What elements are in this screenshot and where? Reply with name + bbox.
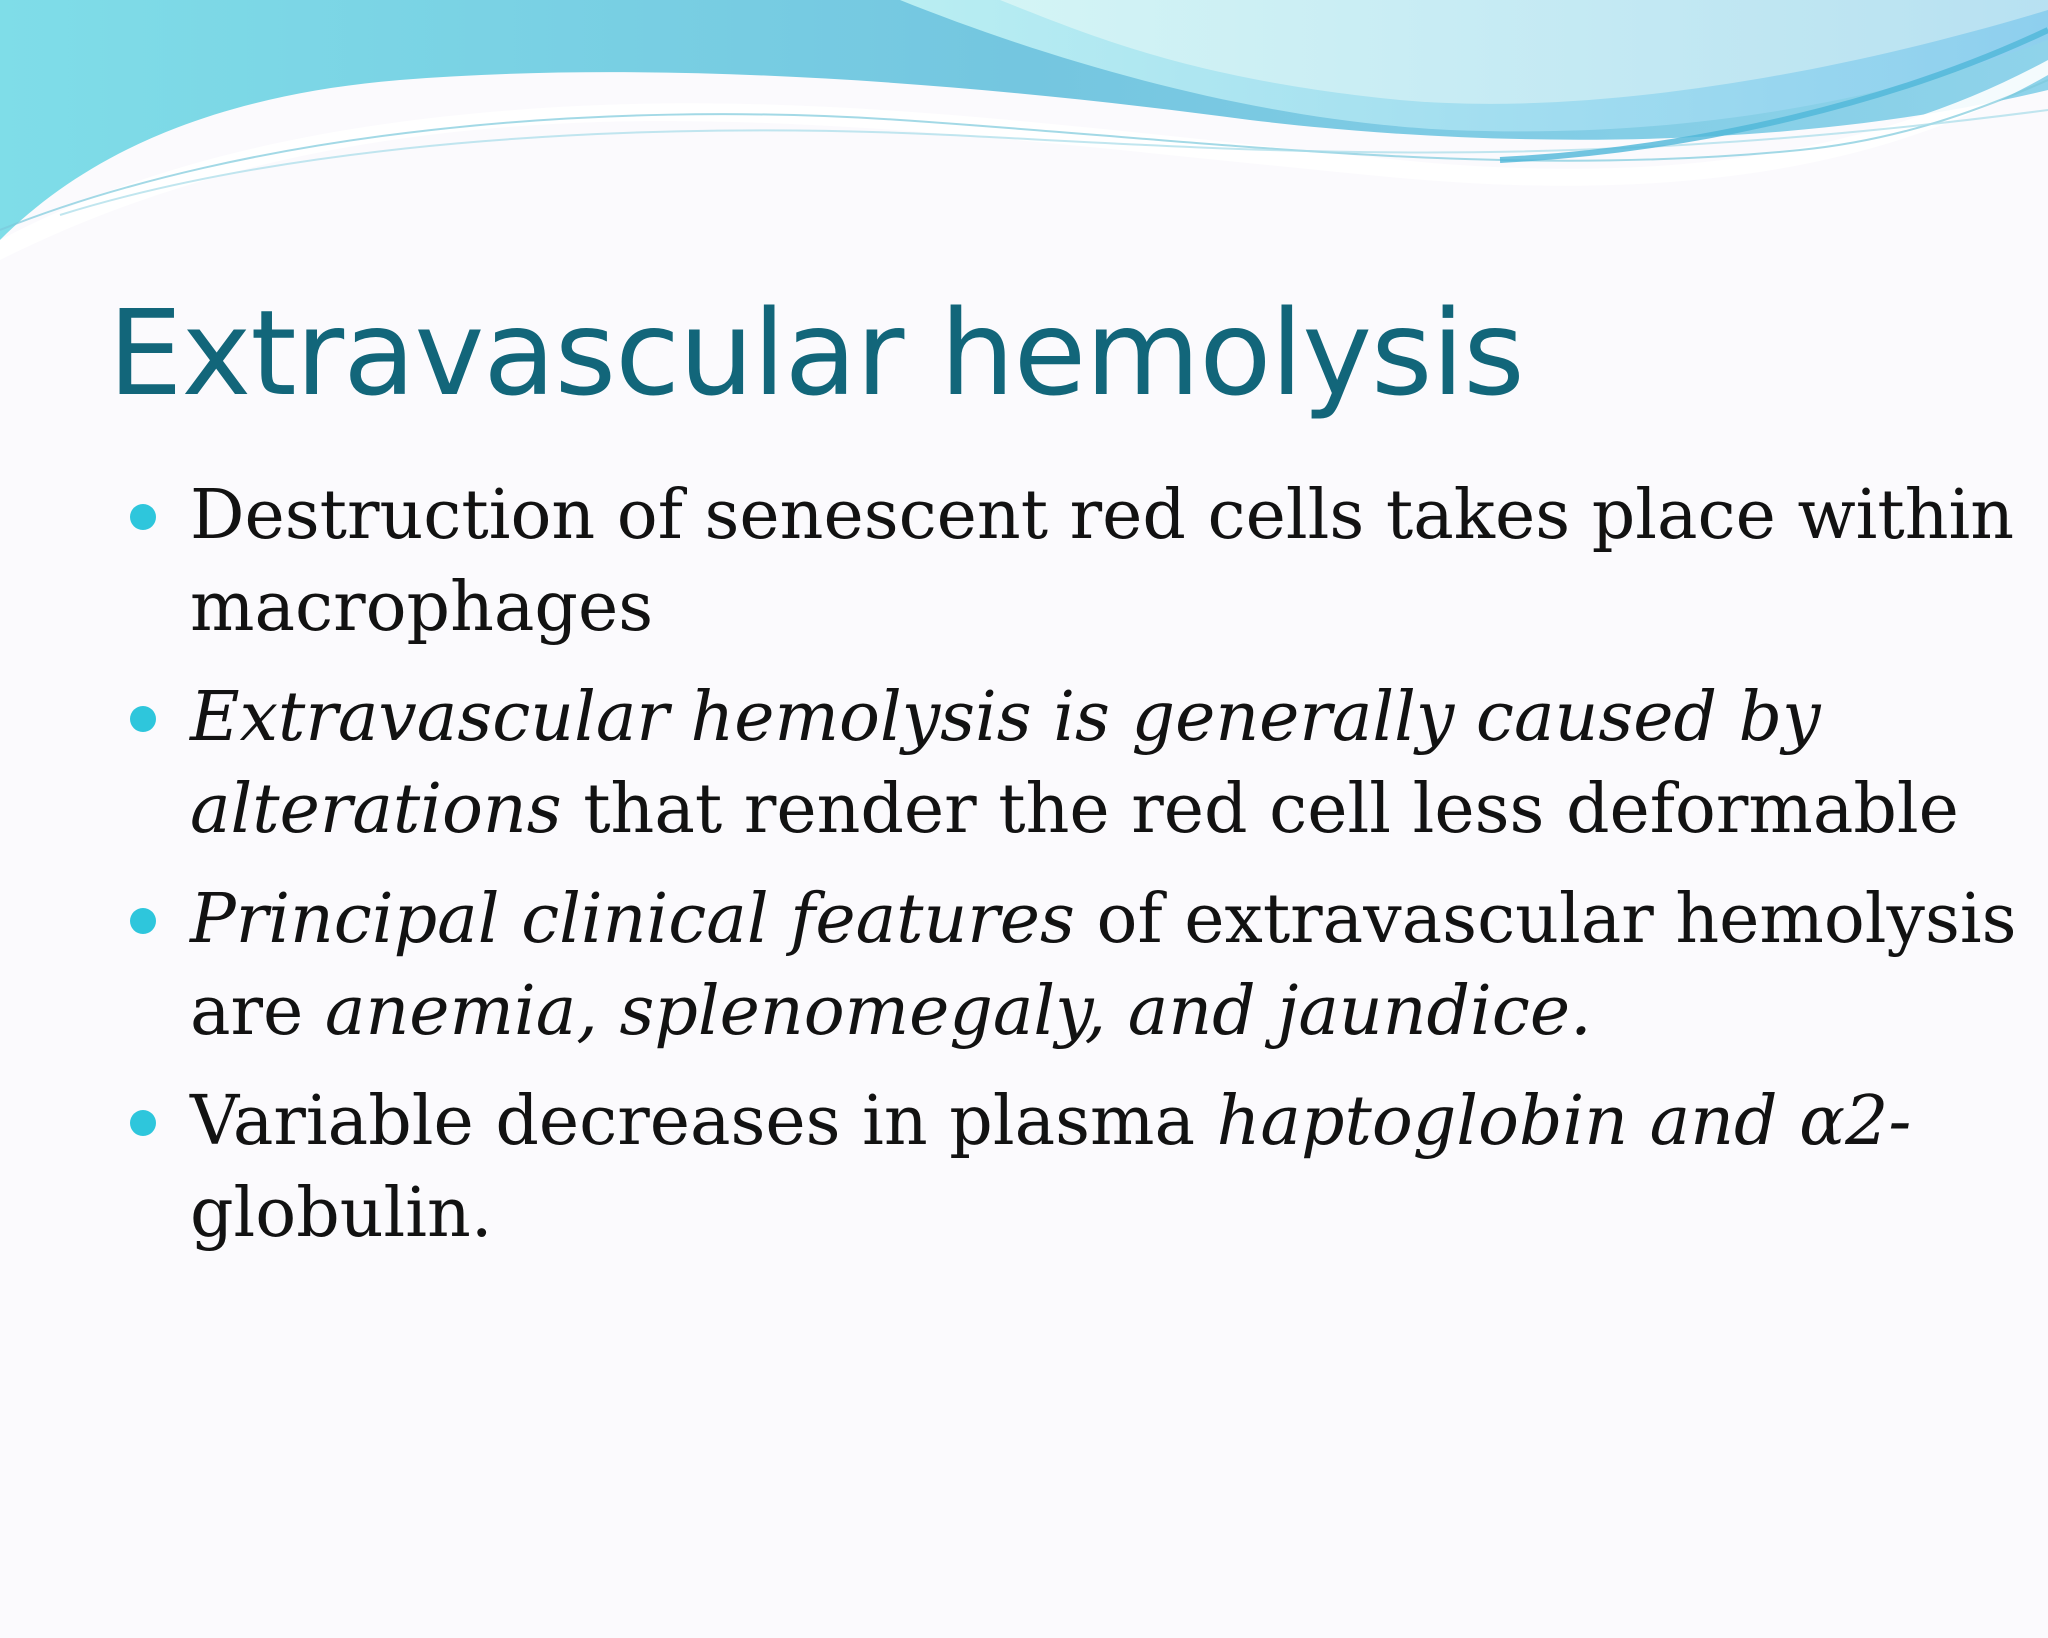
bullet-line: Destruction of senescent red cells takes place within xyxy=(190,476,2015,555)
bullet-item xyxy=(128,470,2015,654)
plain-text: Variable decreases in plasma xyxy=(190,1082,1217,1161)
bullet-dot-icon xyxy=(130,706,156,732)
bullet-item xyxy=(128,874,2017,1058)
slide-title: Extravascular hemolysis xyxy=(108,284,1524,422)
bullet-line xyxy=(190,1076,1988,1168)
header-wave-decoration xyxy=(0,0,2048,260)
bullet-list xyxy=(128,470,2017,1278)
bullet-line xyxy=(190,966,1988,1058)
bullet-line xyxy=(190,672,1988,764)
italic-text: Extravascular hemolysis is generally caused by xyxy=(190,678,1821,757)
italic-text: Principal clinical features xyxy=(190,880,1075,959)
italic-text: anemia, splenomegaly, and jaundice. xyxy=(324,972,1592,1051)
italic-text: haptoglobin and α2- xyxy=(1216,1082,1912,1161)
bullet-dot-icon xyxy=(130,1110,156,1136)
bullet-item xyxy=(128,1076,1988,1260)
plain-text: are xyxy=(190,972,325,1051)
bullet-item xyxy=(128,672,1988,856)
bullet-line xyxy=(190,874,2017,966)
bullet-line: globulin. xyxy=(190,1174,493,1253)
plain-text: of extravascular hemolysis xyxy=(1074,880,2017,959)
italic-text: alterations xyxy=(190,770,562,849)
bullet-dot-icon xyxy=(130,504,156,530)
bullet-line: macrophages xyxy=(190,568,654,647)
plain-text: that render the red cell less deformable xyxy=(561,770,1959,849)
bullet-line xyxy=(190,764,1988,856)
bullet-dot-icon xyxy=(130,908,156,934)
